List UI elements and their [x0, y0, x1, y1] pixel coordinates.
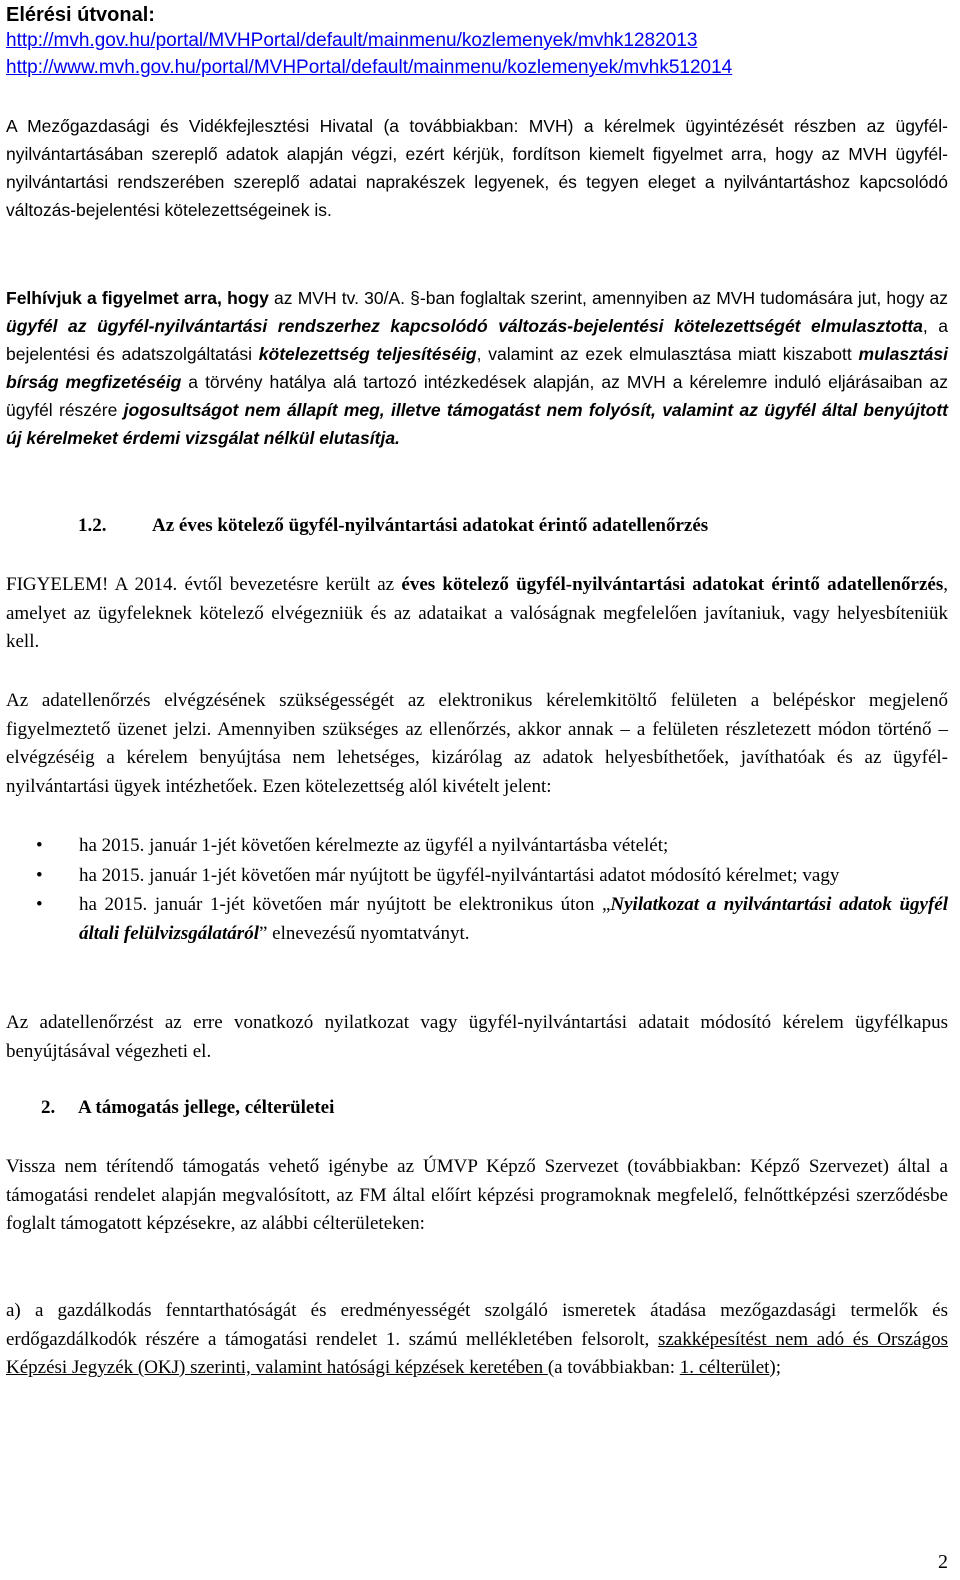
notice-text-4: a törvény hatálya alá tartozó intézkedések alapján, az MVH a kérelemre induló eljárásaiban az ügyfél részére: [6, 372, 948, 420]
notice-emph-4: jogosultságot nem állapít meg, illetve támogatást nem folyósít, valamint az ügyfél által benyújtott új kérelmeket érdemi vizsgálat nélkül elutasítja.: [6, 400, 948, 448]
warning-text-1: FIGYELEM! A 2014. évtől bevezetésre került az: [6, 574, 402, 595]
bullet-icon: •: [36, 864, 43, 886]
notice-text-2: , a bejelentési és adatszolgáltatási: [6, 316, 948, 364]
mvh-notice-paragraph: [6, 284, 948, 452]
target-text-1: a) a gazdálkodás fenntarthatóságát és eredményességét szolgáló ismeretek átadása mezőgazdasági termelők és erdőgazdálkodók részére a támogatási rendelet 1. számú mellékletében felsorolt,: [6, 1300, 948, 1350]
section-2-title: A támogatás jellege, célterületei: [78, 1097, 335, 1118]
access-link-1[interactable]: http://mvh.gov.hu/portal/MVHPortal/default/mainmenu/kozlemenyek/mvhk1282013: [6, 30, 698, 51]
notice-emph-2: kötelezettség teljesítéséig: [258, 344, 477, 364]
target-text-2: (a továbbiakban:: [547, 1357, 680, 1378]
list-item-text: ha 2015. január 1-jét követően már nyújtott be elektronikus úton „: [79, 894, 611, 915]
access-path-heading: Elérési útvonal:: [6, 4, 155, 26]
warning-text-2: , amelyet az ügyfeleknek kötelező elvégezniük és az adataikat a valóságnak megfelelően javítaniuk, vagy helyesbíteniük kell.: [6, 574, 948, 652]
notice-lead: Felhívjuk a figyelmet arra, hogy: [6, 288, 269, 308]
check-paragraph: Az adatellenőrzés elvégzésének szükségességét az elektronikus kérelemkitöltő felületen a belépéskor megjelenő figyelmeztető üzenet jelzi. Amennyiben szükséges az ellenőrzés, akkor annak – a felületen részletezett módon történő – elvégzéséig a kérelem benyújtása nem lehetséges, kizárólag az adatok helyesbíthetőek, javíthatóak és az ügyfél-nyilvántartási ügyek intézhetőek. Ezen kötelezettség alól kivételt jelent:: [6, 690, 948, 797]
list-item-text: ha 2015. január 1-jét követően már nyújtott be ügyfél-nyilvántartási adatot módosító kérelmet; vagy: [79, 864, 840, 886]
section-2-number: 2.: [41, 1097, 56, 1118]
list-item-text-end: ” elnevezésű nyomtatványt.: [258, 922, 470, 944]
warning-emph: éves kötelező ügyfél-nyilvántartási adatokat érintő adatellenőrzés: [401, 574, 944, 595]
target-text-3: );: [769, 1357, 782, 1378]
notice-text-3: , valamint az ezek elmulasztása miatt kiszabott: [476, 344, 859, 364]
list-item: [6, 832, 948, 861]
target-underlined-1: szakképesítést nem adó és Országos Képzési Jegyzék (OKJ) szerinti, valamint hatósági képzések keretében: [6, 1328, 948, 1378]
form-name: Nyilatkozat a nyilvántartási adatok ügyfél általi felülvizsgálatáról: [79, 894, 948, 944]
bullet-icon: •: [36, 835, 43, 856]
list-item: [6, 891, 948, 948]
section-1-2-number: 1.2.: [78, 515, 107, 536]
notice-emph-1: ügyfél az ügyfél-nyilvántartási rendszerhez kapcsolódó változás-bejelentési kötelezettségét elmulasztotta: [6, 316, 923, 336]
bullet-icon: •: [36, 894, 43, 915]
list-item-text: ha 2015. január 1-jét követően kérelmezte az ügyfél a nyilvántartásba vételét;: [79, 835, 669, 856]
section-1-2-title: Az éves kötelező ügyfél-nyilvántartási adatokat érintő adatellenőrzés: [152, 515, 709, 536]
notice-text-1: az MVH tv. 30/A. §-ban foglaltak szerint, amennyiben az MVH tudomására jut, hogy az: [268, 288, 948, 308]
verification-paragraph: Az adatellenőrzést az erre vonatkozó nyilatkozat vagy ügyfél-nyilvántartási adatait módosító kérelem ügyfélkapus benyújtásával végezheti el.: [6, 1012, 948, 1062]
access-link-2[interactable]: http://www.mvh.gov.hu/portal/MVHPortal/default/mainmenu/kozlemenyek/mvhk512014: [6, 57, 733, 78]
target-underlined-2: 1. célterület: [679, 1357, 770, 1378]
page-number: 2: [938, 1551, 948, 1573]
mvh-intro-paragraph: A Mezőgazdasági és Vidékfejlesztési Hivatal (a továbbiakban: MVH) a kérelmek ügyintézését részben az ügyfél-nyilvántartásában szereplő adatok alapján végzi, ezért kérjük, fordítson kiemelt figyelmet arra, hogy az MVH ügyfél-nyilvántartási rendszerében szereplő adatai naprakészek legyenek, és tegyen eleget a nyilvántartáshoz kapcsolódó változás-bejelentési kötelezettségeinek is.: [6, 116, 948, 220]
target-area-paragraph: [6, 1297, 948, 1383]
warning-paragraph: [6, 571, 948, 657]
exception-list: [6, 832, 948, 948]
list-item: [6, 862, 948, 891]
support-paragraph: Vissza nem térítendő támogatás vehető igénybe az ÚMVP Képző Szervezet (továbbiakban: Képző Szervezet) által a támogatási rendelet alapján megvalósított, az FM által előírt képzési programoknak megfelelő, felnőttképzési szerződésbe foglalt támogatott képzésekre, az alábbi célterületeken:: [6, 1156, 948, 1234]
notice-emph-3: mulasztási bírság megfizetéséig: [6, 344, 949, 392]
